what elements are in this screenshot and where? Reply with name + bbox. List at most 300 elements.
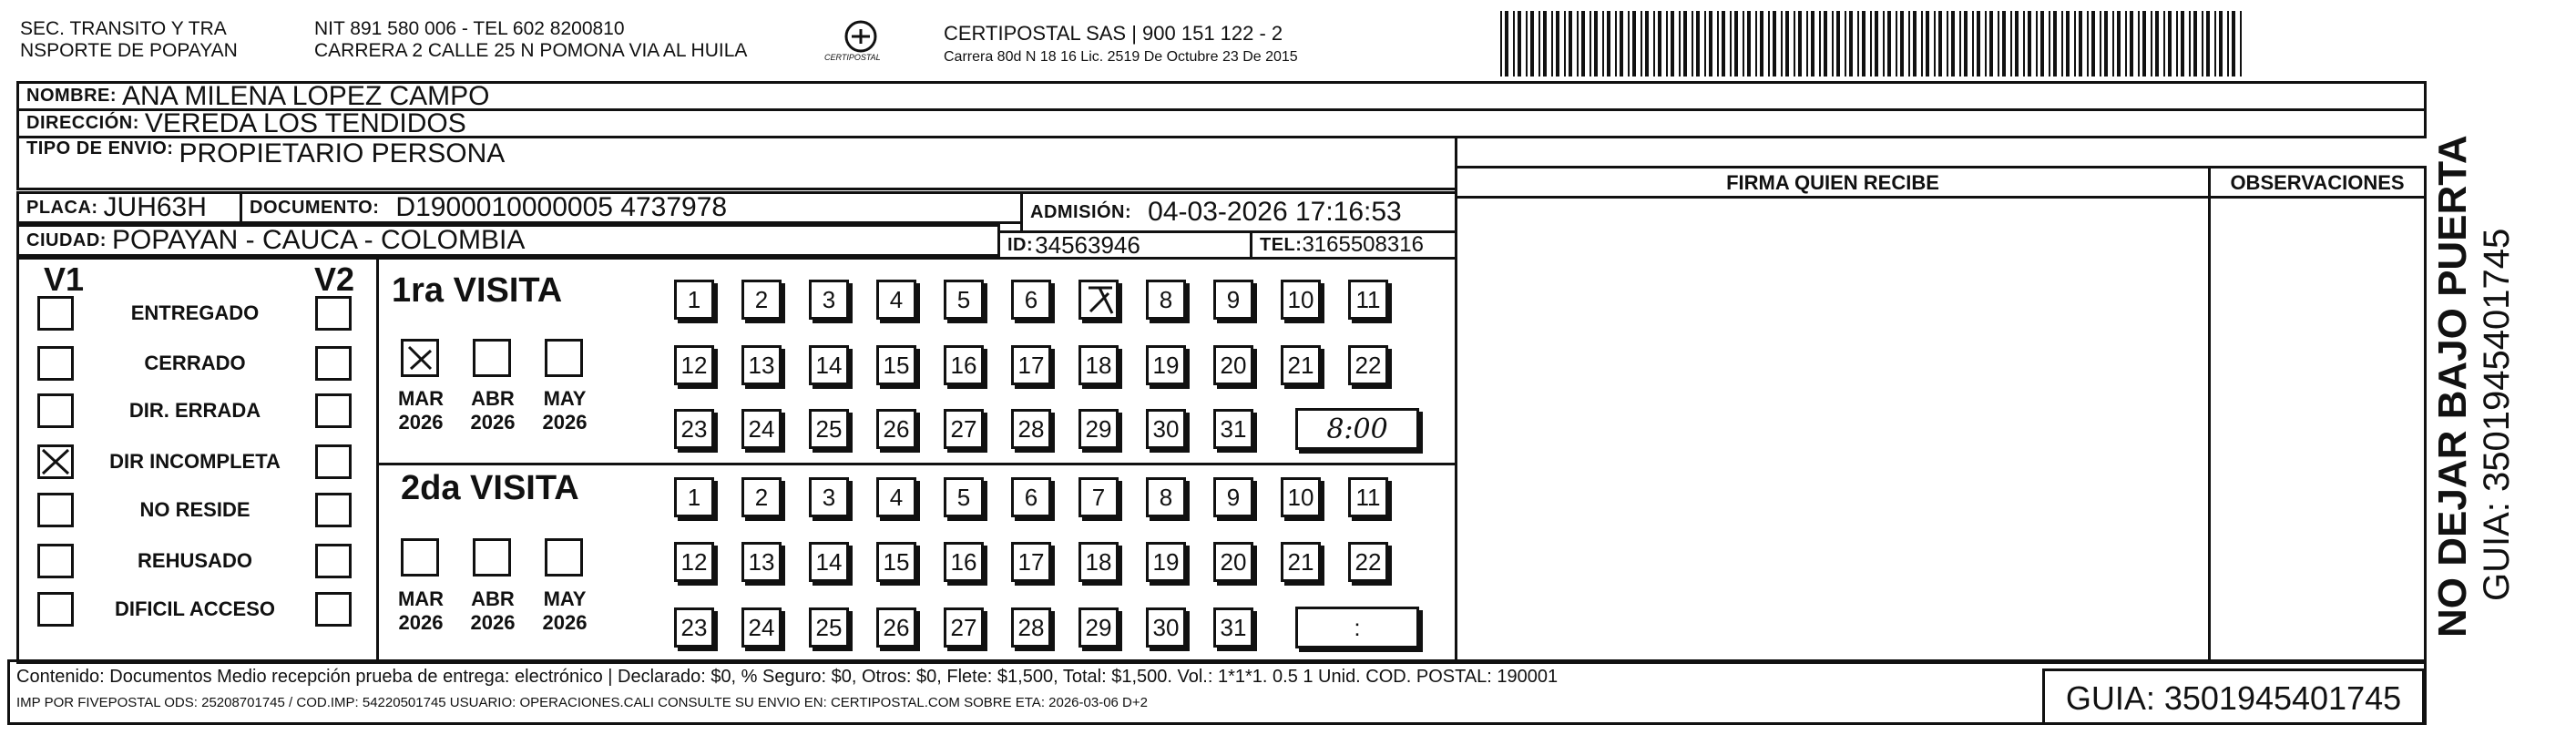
- first-visit-day-7[interactable]: [1078, 280, 1119, 320]
- barcode-bar: [2163, 11, 2165, 77]
- v1-checkbox-dir-errada[interactable]: [37, 393, 74, 428]
- firma-header: FIRMA QUIEN RECIBE: [1726, 171, 1939, 194]
- day-number: 1: [687, 483, 701, 511]
- first-visit-day-15[interactable]: [876, 345, 916, 385]
- barcode-bar: [1947, 11, 1948, 77]
- v2-checkbox-dificil-acceso[interactable]: [315, 592, 352, 627]
- second-visit-day-25[interactable]: [809, 607, 849, 648]
- second-visit-day-4[interactable]: [876, 477, 916, 517]
- barcode-bar: [1607, 11, 1610, 77]
- barcode-bar: [1671, 11, 1674, 77]
- day-number: 29: [1085, 613, 1112, 641]
- barcode-bar: [2112, 11, 2114, 77]
- barcode-bar: [1717, 11, 1719, 77]
- status-label-entregado: ENTREGADO: [130, 301, 260, 324]
- day-number: 16: [950, 547, 977, 576]
- barcode-bar: [1857, 11, 1859, 77]
- barcode-bar: [1836, 11, 1840, 77]
- tel-label: TEL:: [1260, 234, 1303, 255]
- v2-checkbox-rehusado[interactable]: [315, 544, 352, 578]
- second-visit-day-30[interactable]: [1146, 607, 1186, 648]
- day-number: 24: [748, 414, 775, 443]
- barcode-bar: [1658, 11, 1661, 77]
- barcode-bar: [1734, 11, 1738, 77]
- barcode-bar: [1934, 11, 1936, 77]
- observaciones-header-line: [2208, 166, 2427, 199]
- day-number: 14: [815, 547, 843, 576]
- month-name: MAR: [397, 387, 445, 410]
- barcode-bar: [2079, 11, 2082, 77]
- barcode-bar: [1577, 11, 1579, 77]
- barcode-bar: [1692, 11, 1693, 77]
- barcode-bar: [1628, 11, 1630, 77]
- barcode-bar: [2151, 11, 2152, 77]
- v2-checkbox-dir-incompleta[interactable]: [315, 444, 352, 479]
- day-number: 14: [815, 351, 843, 379]
- barcode-bar: [2036, 11, 2038, 77]
- day-number: 20: [1220, 351, 1247, 379]
- day-number: 10: [1287, 483, 1314, 511]
- first-visit-day-12[interactable]: [674, 345, 714, 385]
- first-visit-day-30[interactable]: [1146, 409, 1186, 449]
- barcode-bar: [1998, 11, 1999, 77]
- day-number: 17: [1017, 547, 1045, 576]
- second-visit-day-18[interactable]: [1078, 542, 1119, 582]
- day-number: 5: [956, 285, 971, 313]
- barcode-bar: [1908, 11, 1910, 77]
- barcode-bar: [1564, 11, 1566, 77]
- first-visit-day-13[interactable]: [741, 345, 782, 385]
- month-year: 2026: [470, 611, 516, 634]
- barcode-bar: [2155, 11, 2159, 77]
- day-number: 2: [754, 483, 769, 511]
- day-number: 18: [1085, 351, 1112, 379]
- barcode-bar: [1530, 11, 1534, 77]
- second-visit-day-19[interactable]: [1146, 542, 1186, 582]
- day-number: 10: [1287, 285, 1314, 313]
- admision-value: 04-03-2026 17:16:53: [1148, 197, 1402, 227]
- first-visit-month-label-abr: [464, 387, 522, 434]
- barcode-bar: [1645, 11, 1649, 77]
- month-year: 2026: [542, 411, 588, 434]
- barcode-bar: [1781, 11, 1783, 77]
- barcode-bar: [1806, 11, 1808, 77]
- second-visit-day-1[interactable]: [674, 477, 714, 517]
- first-visit-month-checkbox-mar[interactable]: [401, 339, 439, 377]
- second-visit-day-5[interactable]: [944, 477, 984, 517]
- day-number: 31: [1220, 613, 1247, 641]
- first-visit-day-8[interactable]: [1146, 280, 1186, 320]
- barcode-bar: [1811, 11, 1814, 77]
- barcode: [1498, 11, 2245, 77]
- barcode-bar: [1938, 11, 1942, 77]
- day-number: 4: [889, 483, 904, 511]
- v2-checkbox-entregado[interactable]: [315, 296, 352, 331]
- sender-block: [20, 18, 238, 62]
- barcode-bar: [1768, 11, 1770, 77]
- side-text: [2430, 128, 2567, 638]
- barcode-bar: [1921, 11, 1923, 77]
- day-number: 30: [1152, 414, 1180, 443]
- first-visit-day-27[interactable]: [944, 409, 984, 449]
- first-visit-day-9[interactable]: [1213, 280, 1253, 320]
- barcode-bar: [1875, 11, 1878, 77]
- barcode-bar: [2074, 11, 2076, 77]
- day-number: 23: [680, 414, 708, 443]
- day-number: 28: [1017, 414, 1045, 443]
- barcode-bar: [2125, 11, 2127, 77]
- second-visit-day-12[interactable]: [674, 542, 714, 582]
- barcode-bar: [1972, 11, 1974, 77]
- second-visit-day-31[interactable]: [1213, 607, 1253, 648]
- day-number: 22: [1354, 351, 1382, 379]
- barcode-bar: [2015, 11, 2019, 77]
- id-cell: [997, 230, 1252, 260]
- barcode-bar: [1594, 11, 1598, 77]
- admision-cell: [1020, 191, 1457, 233]
- v2-checkbox-dir-errada[interactable]: [315, 393, 352, 428]
- first-visit-day-11[interactable]: [1348, 280, 1388, 320]
- status-divider: [376, 257, 379, 664]
- day-number: 31: [1220, 414, 1247, 443]
- barcode-bar: [1845, 11, 1846, 77]
- day-number: 17: [1017, 351, 1045, 379]
- month-year: 2026: [542, 611, 588, 634]
- barcode-bar: [2240, 11, 2242, 77]
- ciudad-value: POPAYAN - CAUCA - COLOMBIA: [111, 225, 526, 255]
- first-visit-month-label-mar: [392, 387, 450, 434]
- tel-cell: [1250, 230, 1457, 260]
- tipo-value: PROPIETARIO PERSONA: [179, 138, 506, 168]
- day-number: 22: [1354, 547, 1382, 576]
- checked-x-icon: [1081, 282, 1116, 317]
- observaciones-header: OBSERVACIONES: [2230, 171, 2405, 194]
- second-visit-month-label-may: [536, 587, 594, 635]
- second-visit-day-27[interactable]: [944, 607, 984, 648]
- barcode-bar: [2040, 11, 2044, 77]
- second-visit-day-21[interactable]: [1281, 542, 1321, 582]
- first-visit-day-18[interactable]: [1078, 345, 1119, 385]
- side-guia: GUIA: 3501945401745: [2477, 228, 2517, 601]
- barcode-bar: [1696, 11, 1700, 77]
- month-name: MAY: [543, 387, 587, 410]
- second-visit-day-15[interactable]: [876, 542, 916, 582]
- certipostal-logo: [824, 18, 906, 73]
- v1-checkbox-no-reside[interactable]: [37, 493, 74, 527]
- day-number: 13: [748, 547, 775, 576]
- barcode-bar: [1620, 11, 1623, 77]
- first-visit-day-10[interactable]: [1281, 280, 1321, 320]
- barcode-bar: [1870, 11, 1872, 77]
- footer-line-2: IMP POR FIVEPOSTAL ODS: 25208701745 / COD.IMP: 54220501745 USUARIO: OPERACIONES.CALI CONSULTE SU ENVIO EN: CERTIPOSTAL.COM SOBRE ETA: 2026-03-06 D+2: [16, 695, 1148, 710]
- first-visit-month-checkbox-may[interactable]: [545, 339, 583, 377]
- second-visit-day-8[interactable]: [1146, 477, 1186, 517]
- barcode-bar: [1679, 11, 1681, 77]
- v1-checkbox-dificil-acceso[interactable]: [37, 592, 74, 627]
- sender-line-1: SEC. TRANSITO Y TRA: [20, 18, 227, 39]
- barcode-bar: [1615, 11, 1617, 77]
- id-label: ID:: [1007, 234, 1034, 255]
- second-visit-time-box[interactable]: [1295, 607, 1419, 648]
- admision-label: ADMISIÓN:: [1030, 201, 1132, 222]
- placa-value: JUH63H: [103, 192, 207, 222]
- placa-label: PLACA:: [26, 197, 98, 218]
- day-number: 8: [1159, 483, 1173, 511]
- first-visit-day-5[interactable]: [944, 280, 984, 320]
- placa-cell: [16, 191, 242, 224]
- day-number: 11: [1355, 483, 1381, 511]
- month-year: 2026: [398, 611, 444, 634]
- barcode-bar: [1785, 11, 1789, 77]
- second-visit-month-checkbox-abr[interactable]: [473, 538, 511, 577]
- nombre-label: NOMBRE:: [26, 86, 118, 106]
- first-visit-time-box[interactable]: [1295, 408, 1419, 450]
- first-visit-day-17[interactable]: [1011, 345, 1051, 385]
- barcode-bar: [1755, 11, 1757, 77]
- month-name: ABR: [471, 587, 515, 610]
- second-visit-day-28[interactable]: [1011, 607, 1051, 648]
- barcode-bar: [1794, 11, 1795, 77]
- first-visit-day-20[interactable]: [1213, 345, 1253, 385]
- second-visit-month-checkbox-may[interactable]: [545, 538, 583, 577]
- day-number: 3: [822, 483, 836, 511]
- first-visit-day-2[interactable]: [741, 280, 782, 320]
- barcode-image: [1498, 11, 2245, 77]
- first-visit-day-28[interactable]: [1011, 409, 1051, 449]
- day-number: 1: [687, 285, 701, 313]
- second-visit-month-label-abr: [464, 587, 522, 635]
- day-number: 19: [1152, 351, 1180, 379]
- first-visit-day-19[interactable]: [1146, 345, 1186, 385]
- tel-value: 3165508316: [1302, 232, 1424, 257]
- barcode-bar: [1581, 11, 1585, 77]
- observaciones-area: [2208, 166, 2427, 664]
- documento-cell: [240, 191, 1023, 224]
- barcode-bar: [2202, 11, 2203, 77]
- second-visit-day-3[interactable]: [809, 477, 849, 517]
- tipo-label: TIPO DE ENVIO:: [26, 138, 174, 158]
- day-number: 28: [1017, 613, 1045, 641]
- barcode-bar: [1518, 11, 1521, 77]
- barcode-bar: [2219, 11, 2223, 77]
- barcode-bar: [2176, 11, 2178, 77]
- barcode-bar: [2061, 11, 2063, 77]
- barcode-bar: [1641, 11, 1642, 77]
- day-number: 25: [815, 613, 843, 641]
- checked-x-icon: [404, 342, 436, 374]
- second-visit-day-10[interactable]: [1281, 477, 1321, 517]
- day-number: 8: [1159, 285, 1173, 313]
- sender-line-2: NSPORTE DE POPAYAN: [20, 40, 238, 61]
- barcode-bar: [1632, 11, 1636, 77]
- month-year: 2026: [470, 411, 516, 434]
- barcode-bar: [2181, 11, 2184, 77]
- logo-icon: [824, 18, 906, 73]
- second-visit-day-26[interactable]: [876, 607, 916, 648]
- barcode-bar: [2010, 11, 2012, 77]
- first-visit-day-4[interactable]: [876, 280, 916, 320]
- day-number: 25: [815, 414, 843, 443]
- barcode-bar: [1538, 11, 1540, 77]
- barcode-bar: [1704, 11, 1706, 77]
- barcode-bar: [2227, 11, 2229, 77]
- checked-x-icon: [40, 447, 71, 476]
- status-label-dificil-acceso: DIFICIL ACCESO: [114, 597, 275, 620]
- second-visit-day-6[interactable]: [1011, 477, 1051, 517]
- barcode-bar: [1543, 11, 1547, 77]
- barcode-bar: [2142, 11, 2146, 77]
- barcode-bar: [1832, 11, 1834, 77]
- barcode-bar: [1551, 11, 1553, 77]
- day-number: 26: [883, 414, 910, 443]
- second-visit-month-checkbox-mar[interactable]: [401, 538, 439, 577]
- barcode-bar: [2232, 11, 2235, 77]
- status-label-no-reside: NO RESIDE: [139, 498, 250, 521]
- barcode-bar: [1977, 11, 1980, 77]
- barcode-bar: [1824, 11, 1827, 77]
- sender-address: CARRERA 2 CALLE 25 N POMONA VIA AL HUILA: [314, 40, 748, 61]
- month-name: ABR: [471, 387, 515, 410]
- first-visit-day-24[interactable]: [741, 409, 782, 449]
- first-visit-day-14[interactable]: [809, 345, 849, 385]
- second-visit-day-13[interactable]: [741, 542, 782, 582]
- barcode-bar: [1913, 11, 1917, 77]
- day-number: 12: [680, 351, 708, 379]
- barcode-bar: [2049, 11, 2050, 77]
- status-label-dir-incompleta: DIR INCOMPLETA: [109, 450, 281, 473]
- barcode-bar: [2053, 11, 2057, 77]
- day-number: 12: [680, 547, 708, 576]
- second-visit-day-9[interactable]: [1213, 477, 1253, 517]
- barcode-bar: [1666, 11, 1668, 77]
- first-visit-day-23[interactable]: [674, 409, 714, 449]
- v2-checkbox-cerrado[interactable]: [315, 346, 352, 381]
- barcode-bar: [1959, 11, 1961, 77]
- barcode-bar: [2117, 11, 2121, 77]
- barcode-bar: [2206, 11, 2210, 77]
- first-visit-title: 1ra VISITA: [392, 271, 563, 310]
- barcode-bar: [1513, 11, 1515, 77]
- footer-line-1: Contenido: Documentos Medio recepción prueba de entrega: electrónico | Declarado: $0, % Seguro: $0, Otros: $0, Flete: $1,500, Total: $1,500. Vol.: 1*1*1. 0.5 1 Unid. COD. POSTAL: 190001: [16, 667, 1559, 687]
- day-number: 20: [1220, 547, 1247, 576]
- first-visit-day-29[interactable]: [1078, 409, 1119, 449]
- second-visit-month-label-mar: [392, 587, 450, 635]
- first-visit-day-25[interactable]: [809, 409, 849, 449]
- visits-divider: [376, 463, 1457, 465]
- first-visit-day-16[interactable]: [944, 345, 984, 385]
- second-visit-day-22[interactable]: [1348, 542, 1388, 582]
- first-visit-day-22[interactable]: [1348, 345, 1388, 385]
- barcode-bar: [2189, 11, 2191, 77]
- second-visit-day-20[interactable]: [1213, 542, 1253, 582]
- barcode-bar: [1602, 11, 1604, 77]
- first-visit-day-6[interactable]: [1011, 280, 1051, 320]
- first-visit-day-3[interactable]: [809, 280, 849, 320]
- first-visit-month-label-may: [536, 387, 594, 434]
- ciudad-label: CIUDAD:: [26, 230, 107, 250]
- second-visit-day-2[interactable]: [741, 477, 782, 517]
- barcode-bar: [1743, 11, 1744, 77]
- second-visit-day-17[interactable]: [1011, 542, 1051, 582]
- first-visit-day-26[interactable]: [876, 409, 916, 449]
- day-number: 9: [1226, 285, 1241, 313]
- barcode-bar: [2002, 11, 2006, 77]
- second-visit-day-14[interactable]: [809, 542, 849, 582]
- day-number: 26: [883, 613, 910, 641]
- day-number: 21: [1287, 547, 1314, 576]
- v2-label: V2: [314, 260, 355, 298]
- day-number: 2: [754, 285, 769, 313]
- footer-guia: GUIA: 3501945401745: [2065, 679, 2402, 717]
- day-number: 24: [748, 613, 775, 641]
- barcode-bar: [1722, 11, 1725, 77]
- second-visit-day-24[interactable]: [741, 607, 782, 648]
- nit-block: [314, 18, 747, 62]
- first-visit-day-31[interactable]: [1213, 409, 1253, 449]
- second-visit-day-29[interactable]: [1078, 607, 1119, 648]
- direccion-value: VEREDA LOS TENDIDOS: [144, 108, 466, 138]
- barcode-bar: [2100, 11, 2101, 77]
- direccion-row: [16, 108, 2427, 138]
- first-visit-day-1[interactable]: [674, 280, 714, 320]
- first-visit-day-21[interactable]: [1281, 345, 1321, 385]
- day-number: 27: [950, 613, 977, 641]
- day-number: 5: [956, 483, 971, 511]
- barcode-bar: [1709, 11, 1712, 77]
- barcode-bar: [2138, 11, 2140, 77]
- v1-checkbox-entregado[interactable]: [37, 296, 74, 331]
- day-number: 16: [950, 351, 977, 379]
- barcode-bar: [1500, 11, 1502, 77]
- ciudad-cell: [16, 224, 1000, 257]
- v2-checkbox-no-reside[interactable]: [315, 493, 352, 527]
- barcode-bar: [1683, 11, 1687, 77]
- no-dejar-bajo-puerta: NO DEJAR BAJO PUERTA: [2430, 135, 2475, 638]
- second-visit-time: :: [1354, 613, 1361, 641]
- barcode-bar: [2091, 11, 2095, 77]
- v1-checkbox-dir-incompleta[interactable]: [37, 444, 74, 479]
- barcode-bar: [1569, 11, 1572, 77]
- second-visit-day-7[interactable]: [1078, 477, 1119, 517]
- status-label-dir-errada: DIR. ERRADA: [128, 399, 261, 422]
- day-number: 13: [748, 351, 775, 379]
- barcode-bar: [2168, 11, 2172, 77]
- status-label-cerrado: CERRADO: [144, 352, 246, 374]
- barcode-bar: [1964, 11, 1968, 77]
- day-number: 27: [950, 414, 977, 443]
- firma-area: [1455, 166, 2211, 664]
- second-visit-day-11[interactable]: [1348, 477, 1388, 517]
- day-number: 3: [822, 285, 836, 313]
- barcode-bar: [2130, 11, 2133, 77]
- day-number: 21: [1287, 351, 1314, 379]
- barcode-bar: [1849, 11, 1853, 77]
- nombre-value: ANA MILENA LOPEZ CAMPO: [122, 81, 490, 111]
- month-year: 2026: [398, 411, 444, 434]
- barcode-bar: [2214, 11, 2216, 77]
- barcode-bar: [1798, 11, 1802, 77]
- second-visit-day-16[interactable]: [944, 542, 984, 582]
- second-visit-day-23[interactable]: [674, 607, 714, 648]
- documento-value: D1900010000005 4737978: [395, 192, 728, 222]
- v1-checkbox-cerrado[interactable]: [37, 346, 74, 381]
- barcode-bar: [1819, 11, 1821, 77]
- first-visit-month-checkbox-abr[interactable]: [473, 339, 511, 377]
- v1-checkbox-rehusado[interactable]: [37, 544, 74, 578]
- barcode-bar: [1862, 11, 1866, 77]
- barcode-bar: [2104, 11, 2108, 77]
- day-number: 30: [1152, 613, 1180, 641]
